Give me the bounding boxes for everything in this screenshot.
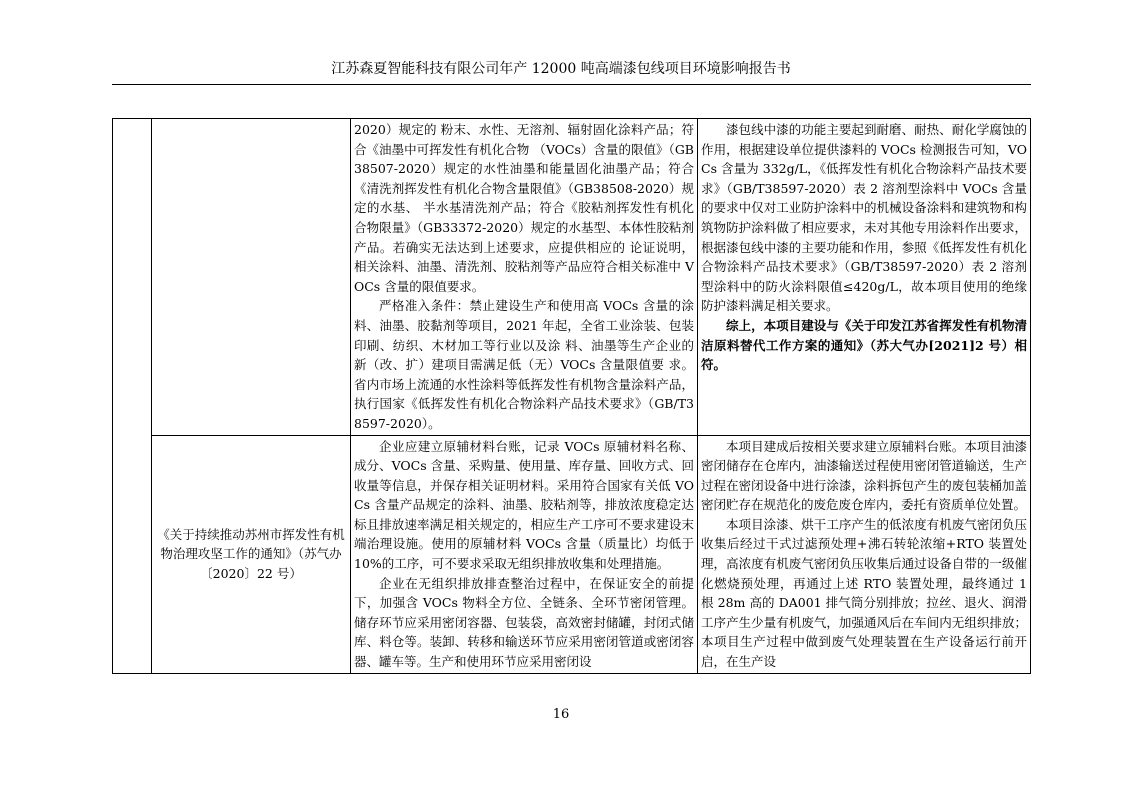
running-header: 江苏森夏智能科技有限公司年产 12000 吨高端漆包线项目环境影响报告书 <box>331 61 791 77</box>
comparison-table <box>112 118 1031 674</box>
analysis-paragraph: 本项目建成后按相关要求建立原辅料台账。本项目油漆密闭储存在仓库内，油漆输送过程使用密闭管道输送，生产过程在密闭设备中进行涂漆，涂料拆包产生的废包装桶加盖密闭贮存在规范化的废危废仓库内，委托有资质单位处置。 <box>701 438 1027 513</box>
analysis-cell <box>698 435 1031 673</box>
table-row <box>113 435 1031 673</box>
header-rule <box>112 84 1031 85</box>
conclusion-paragraph: 综上，本项目建设与《关于印发江苏省挥发性有机物清洁原料替代工作方案的通知》（苏大气办[2021]2 号）相符。 <box>701 317 1027 373</box>
requirement-cell <box>351 435 698 673</box>
requirement-paragraph: 严格准入条件：禁止建设生产和使用高 VOCs 含量的涂料、油墨、胶黏剂等项目，2021 年起，全省工业涂装、包装印刷、纺织、木材加工等行业以及涂 料、油墨等生产企业的新（改、扩）建项目需满足低（无）VOCs 含量限值要 求。省内市场上流通的水性涂料等低挥发性有机物含量涂料产品，执行国家《低挥发性有机化合物涂料产品技术要求》（GB/T38597-2020）。 <box>354 298 694 431</box>
category-cell <box>113 119 152 674</box>
analysis-paragraph: 本项目涂漆、烘干工序产生的低浓度有机废气密闭负压收集后经过干式过滤预处理+沸石转轮浓缩+RTO 装置处理，高浓度有机废气密闭负压收集后通过设备自带的一级催化燃烧预处理，再通过上述 RTO 装置处理，最终通过 1 根 28m 高的 DA001 排气筒分别排放；拉丝、退火、润滑工序产生少量有机废气，加强通风后在车间内无组织排放；本项目生产过程中做到废气处理装置在生产设备运行前开启，在生产设 <box>701 516 1027 670</box>
requirement-paragraph: 2020）规定的 粉末、水性、无溶剂、辐射固化涂料产品；符合《油墨中可挥发性有机化合物 （VOCs）含量的限值》（GB38507-2020）规定的水性油墨和能量固化油墨产品；符合《清洗剂挥发性有机化合物含量限值》（GB38508-2020）规定的水基、 半水基清洗剂产品；符合《胶粘剂挥发性有机化合物限量》（GB33372-2020）规定的水基型、本体性胶粘剂产品。若确实无法达到上述要求，应提供相应的 论证说明，相关涂料、油墨、清洗剂、胶粘剂等产品应符合相关标准中 VOCs 含量的限值要求。 <box>354 122 694 294</box>
page-number: 16 <box>552 707 570 722</box>
analysis-paragraph: 漆包线中漆的功能主要起到耐磨、耐热、耐化学腐蚀的作用，根据建设单位提供漆料的 VOCs 检测报告可知，VOCs 含量为 332g/L，《低挥发性有机化合物涂料产品技术要求》（GB/T38597-2020）表 2 溶剂型涂料中 VOCs 含量的要求中仅对工业防护涂料中的机械设备涂料和建筑物和构筑物防护涂料做了相应要求，未对其他专用涂料作出要求，根据漆包线中漆的主要功能和作用，参照《低挥发性有机化合物涂料产品技术要求》（GB/T38597-2020）表 2 溶剂型涂料中的防火涂料限值≤420g/L，故本项目使用的绝缘防护漆料满足相关要求。 <box>701 122 1027 314</box>
table-row <box>113 119 1031 436</box>
policy-cell: 《关于持续推动苏州市挥发性有机物治理攻坚工作的通知》（苏气办〔2020〕22 号） <box>152 435 351 673</box>
requirement-cell <box>351 119 698 436</box>
requirement-paragraph: 企业在无组织排放排查整治过程中，在保证安全的前提下，加强含 VOCs 物料全方位、全链条、全环节密闭管理。储存环节应采用密闭容器、包装袋，高效密封储罐，封闭式储库、料仓等。装卸、转移和输送环节应采用密闭管道或密闭容器、罐车等。生产和使用环节应采用密闭设 <box>354 575 694 670</box>
requirement-paragraph: 企业应建立原辅材料台账，记录 VOCs 原辅材料名称、成分、VOCs 含量、采购量、使用量、库存量、回收方式、回收量等信息，并保存相关证明材料。采用符合国家有关低 VOCs 含量产品规定的涂料、油墨、胶粘剂等，排放浓度稳定达标且排放速率满足相关规定的，相应生产工序可不要求建设末端治理设施。使用的原辅材料 VOCs 含量（质量比）均低于 10%的工序，可不要求采取无组织排放收集和处理措施。 <box>354 438 694 572</box>
policy-cell <box>152 119 351 436</box>
analysis-cell <box>698 119 1031 436</box>
